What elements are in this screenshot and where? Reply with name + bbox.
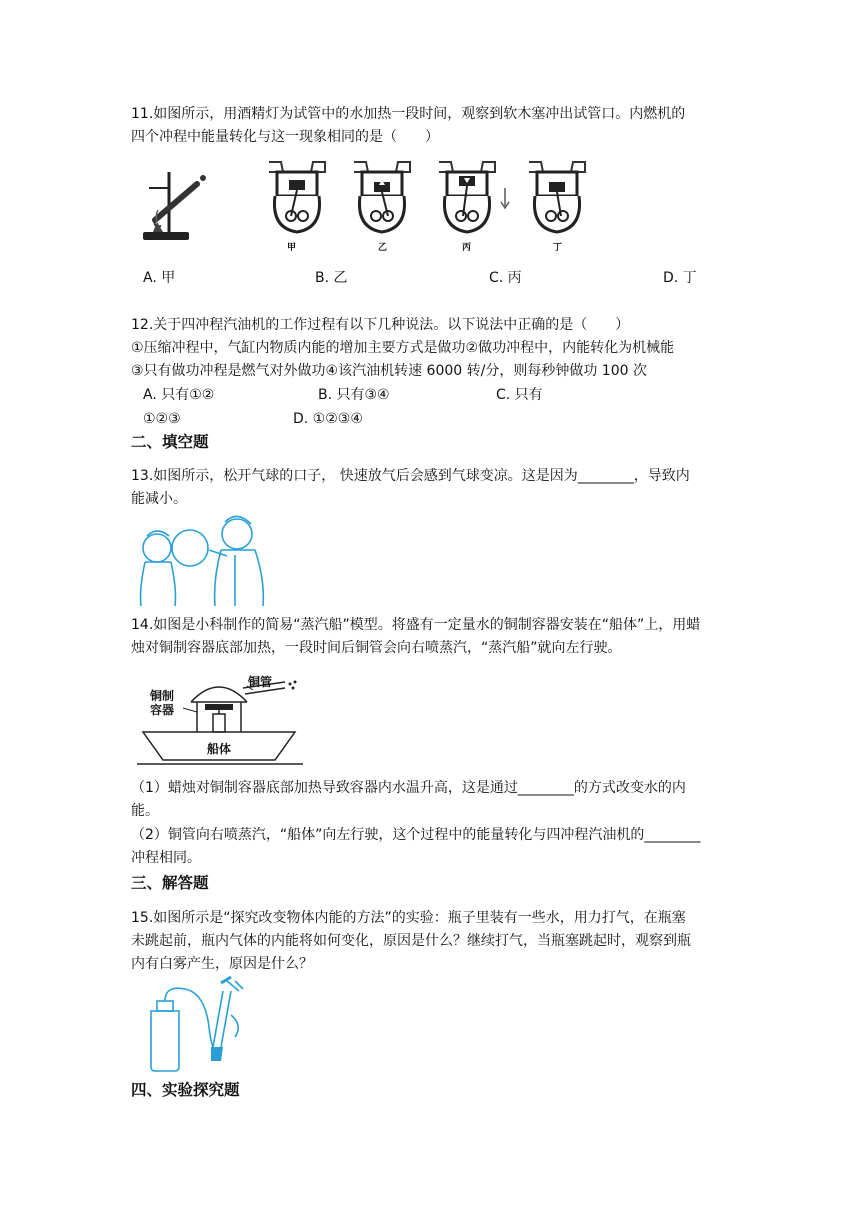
q14-text-line1: 14.如图是小科制作的简易“蒸汽船”模型。将盛有一定量水的铜制容器安装在“船体”上，用蜡 [131,617,701,633]
q15-text-line3: 内有白雾产生，原因是什么？ [131,956,313,972]
section-heading-fill-in: 二、填空题 [131,433,209,451]
q15-text-line2: 未跳起前，瓶内气体的内能将如何变化，原因是什么？继续打气，当瓶塞跳起时，观察到瓶 [131,933,691,949]
q14-sub2-line2: 冲程相同。 [131,850,201,866]
section-heading-answer: 三、解答题 [131,874,209,892]
q12-option-a[interactable]: A. 只有①② [143,387,215,403]
test-tube-heating-figure [135,160,215,245]
engine-label-bing: 丙 [462,243,472,253]
fig-label-copper-tube: 铜管 [248,675,273,689]
q14-sub1-line2: 能。 [131,803,159,819]
q13-text-line1: 13.如图所示，松开气球的口子， 快速放气后会感到气球变凉。这是因为________，导致内 [131,468,690,484]
engine-diagram-jia [265,158,329,238]
q12-text-line3: ③只有做功冲程是燃气对外做功④该汽油机转速 6000 转/分，则每秒钟做功 100 次 [131,363,647,379]
q12-option-b[interactable]: B. 只有③④ [318,387,390,403]
bottle-pump-figure [135,975,255,1075]
engine-diagram-ding [525,158,589,238]
balloon-children-figure [135,510,275,610]
engine-diagram-yi [350,158,414,238]
engine-label-jia: 甲 [287,243,297,253]
engine-label-ding: 丁 [553,243,563,253]
q14-sub2-line1: （2）铜管向右喷蒸汽，“船体”向左行驶，这个过程中的能量转化与四冲程汽油机的________ [131,827,701,843]
q15-text-line1: 15.如图所示是“探究改变物体内能的方法”的实验：瓶子里装有一些水，用力打气，在瓶塞 [131,910,686,926]
q11-option-d[interactable]: D. 丁 [663,270,697,286]
q11-option-b[interactable]: B. 乙 [315,270,348,286]
engine-label-yi: 乙 [378,243,388,253]
q11-option-a[interactable]: A. 甲 [143,270,176,286]
q12-option-c-cont: ①②③ [143,411,181,427]
q14-sub1-line1: （1）蜡烛对铜制容器底部加热导致容器内水温升高，这是通过________的方式改变水的内 [131,780,686,796]
q12-option-c[interactable]: C. 只有 [496,387,543,403]
q11-text-line2: 四个冲程中能量转化与这一现象相同的是（ ） [131,129,439,145]
fig-label-copper-container-2: 容器 [150,703,175,717]
q13-text-line2: 能减小。 [131,491,187,507]
fig-label-hull: 船体 [207,742,232,756]
q11-text-line1: 11.如图所示，用酒精灯为试管中的水加热一段时间，观察到软木塞冲出试管口。内燃机的 [131,106,686,122]
engine-diagram-bing [435,158,515,238]
q11-option-c[interactable]: C. 丙 [489,270,522,286]
q12-text-line2: ①压缩冲程中，气缸内物质内能的增加主要方式是做功②做功冲程中，内能转化为机械能 [131,340,675,356]
q14-text-line2: 烛对铜制容器底部加热，一段时间后铜管会向右喷蒸汽，“蒸汽船”就向左行驶。 [131,640,622,656]
q12-text-line1: 12.关于四冲程汽油机的工作过程有以下几种说法。以下说法中正确的是（ ） [131,317,630,333]
section-heading-experiment: 四、实验探究题 [131,1081,240,1099]
q12-option-d[interactable]: D. ①②③④ [293,411,363,427]
fig-label-copper-container-1: 铜制 [150,689,175,703]
